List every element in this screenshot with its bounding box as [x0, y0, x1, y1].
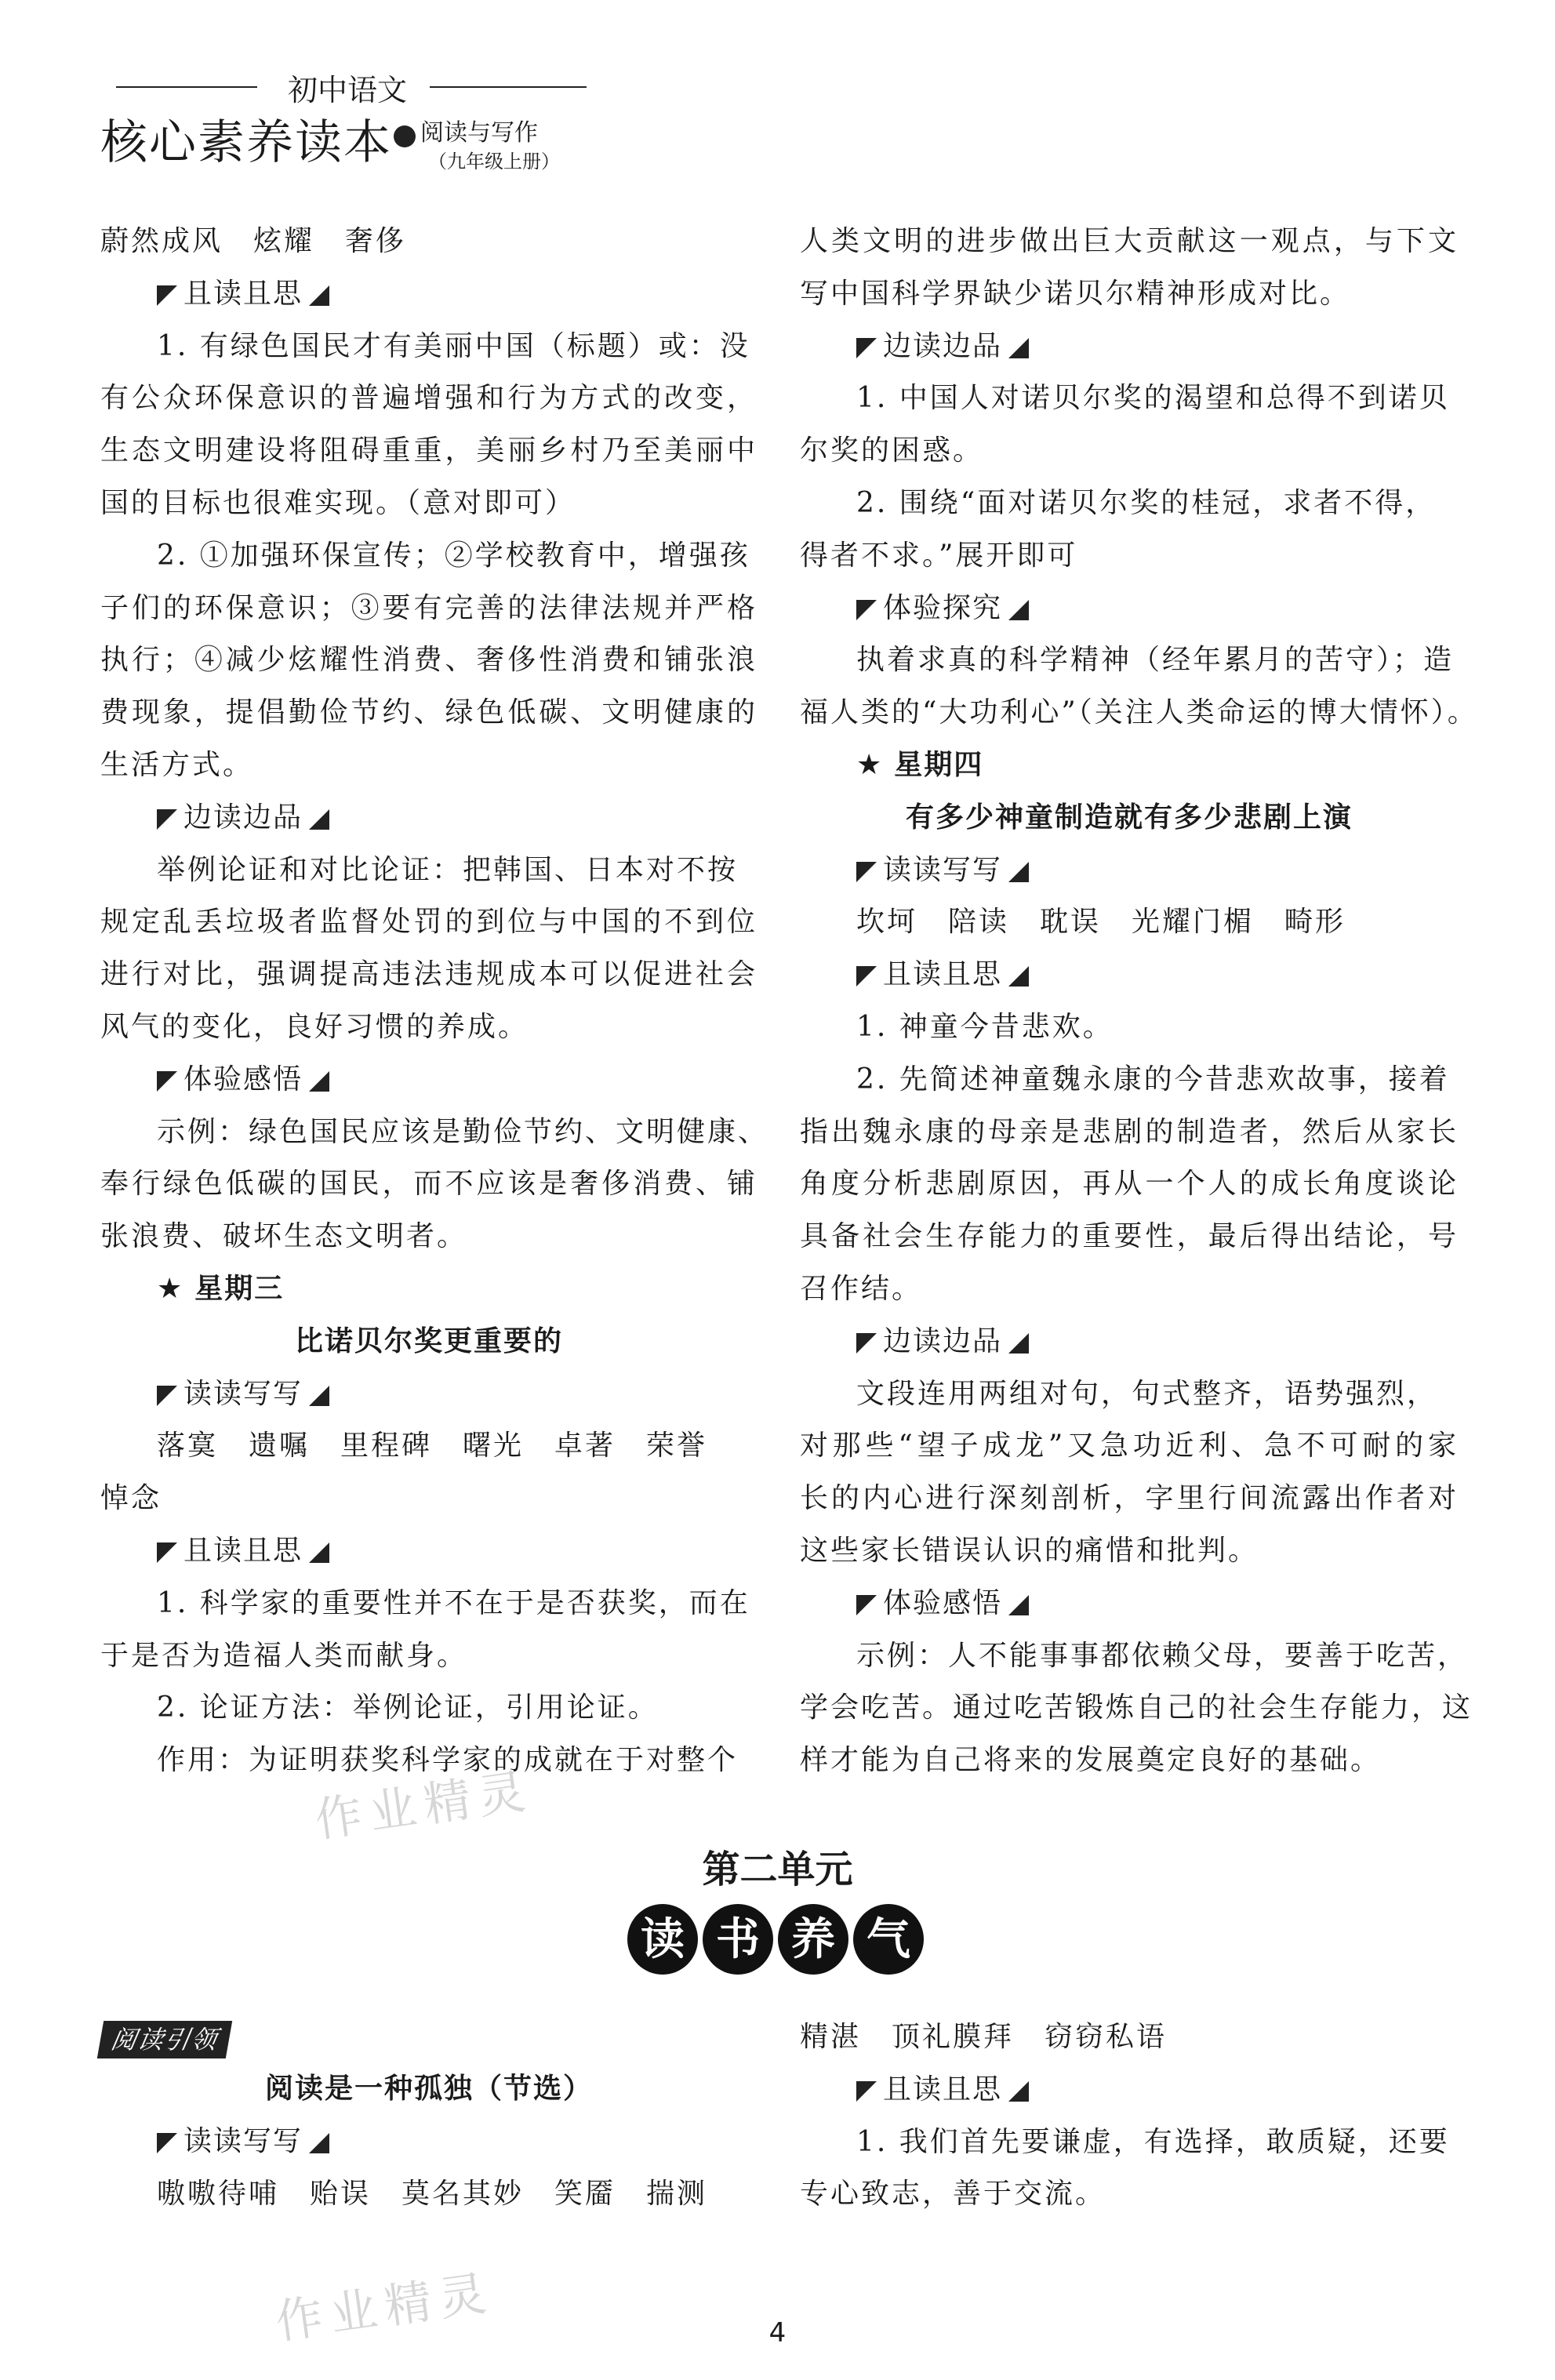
section-heading-label: 读读写写 [183, 2124, 303, 2157]
text-line: 示例：人不能事事都依赖父母，要善于吃苦， [856, 1639, 1469, 1672]
text-line: 1. 有绿色国民才有美丽中国（标题）或：没 [157, 329, 750, 362]
section-heading-label: 边读边品 [883, 1324, 1003, 1357]
text-line: 坎坷 陪读 耽误 光耀门楣 畸形 [856, 906, 1346, 939]
triangle-right-icon [1008, 2081, 1029, 2102]
text-line: 1. 中国人对诺贝尔奖的渴望和总得不到诺贝 [856, 382, 1450, 415]
section-heading-label: 且读且思 [883, 2073, 1003, 2106]
triangle-right-icon [309, 285, 329, 306]
unit-theme-circles [627, 1904, 925, 1979]
section-heading [100, 792, 758, 845]
reading-guide-badge: 阅读引领 [97, 2021, 232, 2058]
text-line: 指出魏永康的母亲是悲剧的制造者，然后从家长 [800, 1115, 1459, 1148]
triangle-left-icon [856, 600, 877, 620]
text-line: 举例论证和对比论证：把韩国、日本对不按 [157, 853, 739, 886]
section-heading-label: 体验感悟 [883, 1586, 1003, 1619]
header-rule-left [116, 86, 257, 88]
star-icon: ★ [157, 1272, 184, 1305]
text-line: 作用：为证明获奖科学家的成就在于对整个 [157, 1744, 739, 1777]
text-line: 尔奖的困惑。 [800, 434, 984, 467]
text-line: 2. 论证方法：举例论证，引用论证。 [157, 1691, 659, 1724]
text-line: 生活方式。 [100, 748, 254, 781]
triangle-left-icon [856, 1595, 877, 1615]
header-title: 核心素养读本 [100, 115, 392, 170]
weekday-label: 星期三 [194, 1272, 285, 1305]
text-line: 这些家长错误认识的痛惜和批判。 [800, 1534, 1259, 1567]
triangle-right-icon [309, 809, 329, 830]
triangle-right-icon [1008, 338, 1029, 358]
text-line: 1. 我们首先要谦虚，有选择，敢质疑，还要 [856, 2125, 1450, 2158]
header-rule-right [430, 86, 587, 88]
text-line: 生态文明建设将阻碍重重，美丽乡村乃至美丽中 [100, 434, 758, 467]
article-title: 比诺贝尔奖更重要的 [294, 1324, 563, 1357]
section-heading-label: 体验探究 [883, 591, 1003, 624]
text-line: 张浪费、破坏生态文明者。 [100, 1220, 468, 1253]
text-line: 样才能为自己将来的发展奠定良好的基础。 [800, 1744, 1382, 1777]
header-dot-icon [394, 125, 416, 147]
unit-circle-char: 养 [778, 1904, 848, 1975]
text-line: 精湛 顶礼膜拜 窃窃私语 [800, 2021, 1168, 2053]
article-title: 阅读是一种孤独（节选） [264, 2073, 593, 2105]
text-line: 2. 先简述神童魏永康的今昔悲欢故事，接着 [856, 1063, 1450, 1096]
text-line: 文段连用两组对句，句式整齐，语势强烈， [856, 1377, 1438, 1410]
unit-circle-char: 书 [703, 1904, 773, 1975]
triangle-right-icon [1008, 862, 1029, 882]
text-line: 1. 科学家的重要性并不在于是否获奖，而在 [157, 1586, 750, 1619]
triangle-left-icon [157, 809, 177, 830]
triangle-right-icon [1008, 1333, 1029, 1354]
text-line: 奉行绿色低碳的国民，而不应该是奢侈消费、铺 [100, 1168, 758, 1201]
watermark: 作业精灵 [311, 1763, 537, 1849]
text-line: 专心致志，善于交流。 [800, 2178, 1106, 2211]
section-heading [800, 1578, 1459, 1630]
section-heading-label: 读读写写 [883, 853, 1003, 886]
section-heading [100, 2116, 758, 2168]
text-line: 具备社会生存能力的重要性，最后得出结论，号 [800, 1220, 1459, 1253]
section-heading [800, 2064, 1459, 2117]
left-column-bottom-lines [100, 2063, 758, 2220]
triangle-left-icon [157, 1071, 177, 1092]
text-line: 于是否为造福人类而献身。 [100, 1639, 468, 1672]
triangle-left-icon [157, 2133, 177, 2153]
section-heading [100, 268, 758, 321]
text-line: 示例：绿色国民应该是勤俭节约、文明健康、 [157, 1115, 769, 1148]
triangle-left-icon [157, 285, 177, 306]
triangle-left-icon [856, 862, 877, 882]
text-line: 子们的环保意识；③要有完善的法律法规并严格 [100, 591, 758, 624]
right-column [800, 216, 1478, 1787]
weekday-label: 星期四 [894, 748, 984, 781]
triangle-left-icon [856, 966, 877, 987]
text-line: 得者不求。”展开即可 [800, 539, 1078, 572]
section-heading-label: 体验感悟 [183, 1063, 303, 1096]
text-line: 有公众环保意识的普遍增强和行为方式的改变， [100, 382, 758, 415]
section-heading-label: 且读且思 [183, 277, 303, 310]
text-line: 写中国科学界缺少诺贝尔精神形成对比。 [800, 277, 1351, 310]
text-line: 人类文明的进步做出巨大贡献这一观点，与下文 [800, 225, 1459, 257]
text-line: 进行对比，强调提高违法违规成本可以促进社会 [100, 958, 758, 991]
triangle-right-icon [309, 1542, 329, 1563]
weekday-heading [800, 739, 1459, 792]
unit-title: 第二单元 [702, 1848, 853, 1891]
triangle-right-icon [1008, 1595, 1029, 1615]
page-number: 4 [768, 2317, 787, 2349]
unit-circle-char: 气 [853, 1904, 924, 1975]
section-heading [800, 949, 1459, 1001]
triangle-left-icon [856, 1333, 877, 1354]
article-title: 有多少神童制造就有多少悲剧上演 [905, 801, 1353, 834]
section-heading [800, 321, 1459, 373]
page-header [100, 61, 602, 171]
star-icon: ★ [856, 748, 884, 781]
text-line: 风气的变化，良好习惯的养成。 [100, 1010, 529, 1043]
header-series: 阅读与写作 [420, 119, 538, 147]
text-line: 2. ①加强环保宣传；②学校教育中，增强孩 [157, 539, 750, 572]
triangle-left-icon [157, 1386, 177, 1406]
section-heading [800, 1316, 1459, 1368]
text-line: 对那些“望子成龙”又急功近利、急不可耐的家 [800, 1430, 1459, 1463]
header-grade: （九年级上册） [428, 151, 560, 173]
text-line: 2. 围绕“面对诺贝尔奖的桂冠，求者不得， [856, 486, 1437, 519]
text-line: 落寞 遗嘱 里程碑 曙光 卓著 荣誉 [157, 1430, 708, 1463]
text-line: 蔚然成风 炫耀 奢侈 [100, 225, 407, 257]
triangle-left-icon [157, 1542, 177, 1563]
weekday-heading [100, 1263, 758, 1316]
right-column-bottom [800, 2011, 1459, 2221]
section-heading-label: 且读且思 [883, 958, 1003, 991]
triangle-left-icon [856, 2081, 877, 2102]
triangle-right-icon [309, 1386, 329, 1406]
text-line: 角度分析悲剧原因，再从一个人的成长角度谈论 [800, 1168, 1459, 1201]
text-line: 国的目标也很难实现。（意对即可） [100, 486, 576, 519]
section-heading [100, 1368, 758, 1421]
left-column-bottom [100, 2011, 758, 2220]
text-line: 福人类的“大功利心”（关注人类命运的博大情怀）。 [800, 696, 1478, 729]
text-line: 规定乱丢垃圾者监督处罚的到位与中国的不到位 [100, 906, 758, 939]
triangle-right-icon [1008, 966, 1029, 987]
text-line: 长的内心进行深刻剖析，字里行间流露出作者对 [800, 1482, 1459, 1515]
section-heading [100, 1525, 758, 1578]
text-line: 召作结。 [800, 1272, 923, 1305]
triangle-right-icon [309, 2133, 329, 2153]
text-line: 学会吃苦。通过吃苦锻炼自己的社会生存能力，这 [800, 1691, 1473, 1724]
triangle-right-icon [1008, 600, 1029, 620]
section-heading-label: 且读且思 [183, 1534, 303, 1567]
triangle-left-icon [856, 338, 877, 358]
header-subject-row [116, 66, 587, 107]
section-heading-label: 边读边品 [883, 329, 1003, 362]
watermark: 作业精灵 [272, 2265, 498, 2351]
triangle-right-icon [309, 1071, 329, 1092]
unit-circle-char: 读 [627, 1904, 698, 1975]
section-heading [100, 1054, 758, 1106]
text-line: 执行；④减少炫耀性消费、奢侈性消费和铺张浪 [100, 644, 758, 677]
left-column [100, 216, 769, 1787]
text-line: 悼念 [100, 1482, 162, 1515]
text-line: 1. 神童今昔悲欢。 [856, 1010, 1114, 1043]
section-heading [800, 583, 1459, 635]
text-line: 执着求真的科学精神（经年累月的苦守）；造 [856, 644, 1455, 677]
section-heading [800, 845, 1459, 897]
text-line: 嗷嗷待哺 贻误 莫名其妙 笑靥 揣测 [157, 2177, 708, 2210]
section-heading-label: 边读边品 [183, 801, 303, 834]
text-line: 费现象，提倡勤俭节约、绿色低碳、文明健康的 [100, 696, 758, 729]
header-subject: 初中语文 [287, 73, 407, 107]
section-heading-label: 读读写写 [183, 1377, 303, 1410]
